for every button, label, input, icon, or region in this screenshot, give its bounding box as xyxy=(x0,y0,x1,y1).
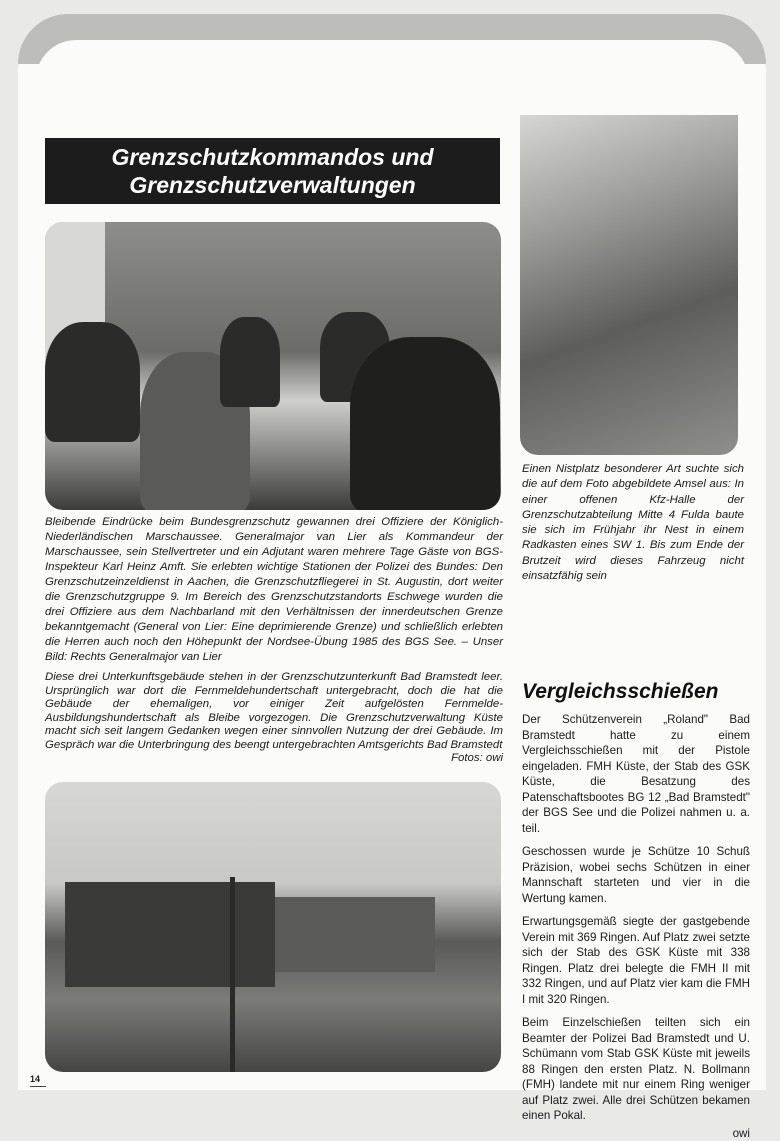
article-paragraph: Erwartungsgemäß siegte der gastgebende Verein mit 369 Ringen. Auf Platz zwei setzte sich der Stab des GSK Küste mit 338 Ringen. Platz drei belegte die FMH II mit 332 Ringen, und auf Platz vier kam die FMH I mit 320 Ringen. xyxy=(522,914,750,1007)
article-title: Vergleichsschießen xyxy=(522,680,718,704)
photo-bird-nest xyxy=(520,115,738,455)
page-number: 14 xyxy=(30,1074,40,1084)
caption-buildings xyxy=(45,671,503,766)
article-paragraph: Beim Einzelschießen teilten sich ein Beamter der Polizei Bad Bramstedt und U. Schümann vom Stab GSK Küste mit jeweils 88 Ringen den ersten Platz. N. Bollmann (FMH) landete mit nur einem Ring weniger auf Platz zwei. Alle drei Schützen bekamen einen Pokal. xyxy=(522,1015,750,1124)
photo-credit: Fotos: owi xyxy=(451,752,503,766)
photo-officers-meeting xyxy=(45,222,501,510)
page-header-band-inner xyxy=(36,40,748,80)
article-paragraph: Geschossen wurde je Schütze 10 Schuß Präzision, wobei sechs Schützen in einer Mannschaft starteten und vier in die Wertung kamen. xyxy=(522,844,750,906)
photo-figure xyxy=(350,337,500,510)
page-number-rule xyxy=(30,1086,46,1087)
photo-figure xyxy=(220,317,280,407)
photo-building xyxy=(65,882,275,987)
photo-buildings xyxy=(45,782,501,1072)
photo-figure xyxy=(45,322,140,442)
article-author: owi xyxy=(522,1126,750,1141)
caption-officers: Bleibende Eindrücke beim Bundesgrenzschutz gewannen drei Offiziere der Königlich-Niederländischen Marschaussee. Generalmajor van Lier als Kommandeur der Marschaussee, sein Stellvertreter und ein Adjutant waren mehrere Tage Gäste von BGS-Inspekteur Karl Heinz Amft. Sie erlebten wichtige Stationen der Polizei des Bundes: Den Grenzschutzeinzeldienst in Aachen, die Grenzschutzfliegerei in St. Augustin, dort weiter die Grenzschutzgruppe 9. Im Bereich des Grenzschutzstandorts Eschwege wurden die drei Offiziere aus dem Nachbarland mit den Verhältnissen der innerdeutschen Grenze bekanntgemacht (General von Lier: Eine deprimierende Grenze) und schließlich erlebten die Herren auch noch den Höhepunkt der Nordsee-Übung 1985 des BGS See. – Unser Bild: Rechts Generalmajor van Lier xyxy=(45,515,503,665)
headline-line-1: Grenzschutzkommandos und xyxy=(45,143,500,171)
headline-line-2: Grenzschutzverwaltungen xyxy=(45,171,500,199)
photo-building xyxy=(275,897,435,972)
photo-lamp-post xyxy=(230,877,235,1072)
article-paragraph: Der Schützenverein „Roland" Bad Bramstedt hatte zu einem Vergleichsschießen mit der Pistole eingeladen. FMH Küste, der Stab des GSK Küste, die Besatzung des Patenschaftsbootes BG 12 „Bad Bramstedt" der BGS See und die Polizei nahmen u. a. teil. xyxy=(522,712,750,836)
caption-buildings-text: Diese drei Unterkunftsgebäude stehen in der Grenzschutzunterkunft Bad Bramstedt leer. Ursprünglich war dort die Fernmeldehundertschaft untergebracht, doch die hat die Gebäude der ehemaligen, vor einiger Zeit aufgelösten Fernmelde-Ausbildungshundertschaft als Bleibe vorgezogen. Die Grenzschutzverwaltung Küste macht sich seit langem Gedanken wegen einer sinnvollen Nutzung der drei Gebäude. Im Gespräch war die Unterbringung des beengt untergebrachten Amtsgerichts Bad Bramstedt xyxy=(45,671,503,751)
caption-nest: Einen Nistplatz besonderer Art suchte sich die auf dem Foto abgebildete Amsel aus: In einer offenen Kfz-Halle der Grenzschutzabteilung Mitte 4 Fulda baute sie sich im Frühjahr ihr Nest in einem Radkasten eines SW 1. Bis zum Ende der Brutzeit wird dieses Fahrzeug nicht einsatzfähig sein xyxy=(522,462,744,584)
article-body xyxy=(522,712,750,1141)
headline-box xyxy=(45,138,500,204)
